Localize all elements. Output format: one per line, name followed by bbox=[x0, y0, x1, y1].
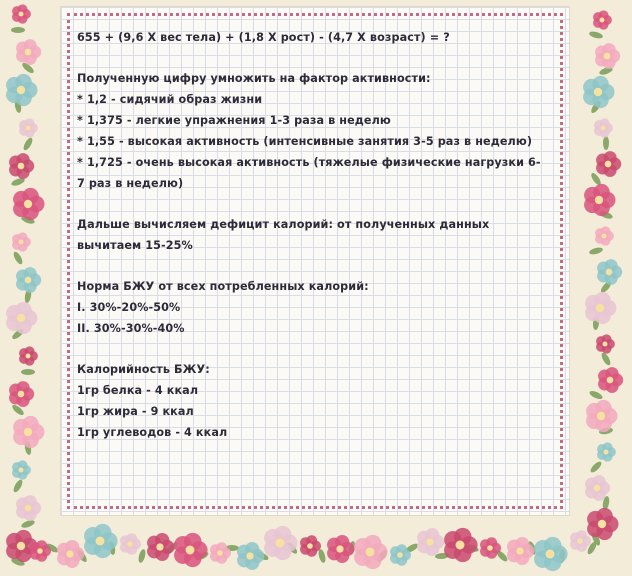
flower-icon bbox=[595, 43, 620, 69]
flower-icon bbox=[13, 188, 44, 220]
flower-icon bbox=[585, 292, 616, 324]
leaf-icon bbox=[12, 478, 24, 493]
calories-item-fat: 1гр жира - 9 ккал bbox=[77, 405, 194, 418]
flower-icon bbox=[19, 346, 38, 365]
activity-item-very-high: * 1,725 - очень высокая активность (тяжелые физические нагрузки 6-7 раз в неделю) bbox=[77, 156, 541, 190]
bju-norm-title: Норма БЖУ от всех потребленных калорий: bbox=[77, 280, 369, 293]
flower-icon bbox=[595, 226, 614, 245]
grid-paper-note bbox=[60, 6, 570, 516]
bju-norm-item-1: I. 30%-20%-50% bbox=[77, 301, 181, 314]
flower-icon bbox=[174, 533, 208, 567]
leaf-icon bbox=[589, 460, 603, 474]
leaf-icon bbox=[11, 27, 25, 33]
flower-icon bbox=[30, 540, 51, 561]
flower-icon bbox=[587, 508, 618, 540]
flower-icon bbox=[534, 537, 568, 571]
leaf-icon bbox=[21, 369, 35, 375]
leaf-icon bbox=[588, 389, 603, 400]
flower-icon bbox=[593, 10, 612, 29]
formula-line: 655 + (9,6 X вес тела) + (1,8 X рост) - (4,7 X возраст) = ? bbox=[77, 31, 450, 44]
flower-icon bbox=[12, 4, 31, 23]
flower-icon bbox=[597, 259, 622, 285]
flower-icon bbox=[9, 381, 34, 407]
flower-icon bbox=[570, 530, 591, 551]
flower-icon bbox=[9, 153, 34, 179]
flower-icon bbox=[583, 76, 614, 108]
flower-icon bbox=[6, 302, 37, 334]
activity-item-high: * 1,55 - высокая активность (интенсивные занятия 3-5 раз в неделю) bbox=[77, 135, 533, 148]
flower-icon bbox=[147, 533, 174, 561]
flower-icon bbox=[12, 460, 31, 479]
flower-icon bbox=[417, 528, 444, 556]
flower-icon bbox=[19, 118, 38, 137]
flower-icon bbox=[586, 400, 617, 432]
flower-icon bbox=[120, 533, 141, 554]
flower-icon bbox=[6, 74, 37, 106]
leaf-icon bbox=[12, 250, 24, 265]
flower-icon bbox=[598, 367, 623, 393]
leaf-icon bbox=[22, 136, 34, 151]
activity-title: Полученную цифру умножить на фактор активности: bbox=[77, 72, 431, 85]
flower-icon bbox=[597, 442, 616, 461]
note-content bbox=[77, 27, 547, 443]
leaf-icon bbox=[600, 351, 612, 366]
calories-item-protein: 1гр белка - 4 ккал bbox=[77, 384, 199, 397]
activity-item-light: * 1,375 - легкие упражнения 1-3 раза в неделю bbox=[77, 114, 391, 127]
flower-icon bbox=[507, 537, 534, 565]
calories-title: Калорийность БЖУ: bbox=[77, 363, 210, 376]
flower-icon bbox=[16, 495, 41, 521]
activity-item-sedentary: * 1,2 - сидячий образ жизни bbox=[77, 93, 263, 106]
leaf-icon bbox=[137, 548, 146, 563]
flower-icon bbox=[12, 232, 31, 251]
flower-icon bbox=[264, 526, 298, 560]
leaf-icon bbox=[603, 136, 609, 150]
flower-icon bbox=[13, 416, 44, 448]
flower-icon bbox=[444, 528, 478, 562]
flower-icon bbox=[594, 118, 613, 137]
flower-icon bbox=[16, 39, 41, 65]
leaf-icon bbox=[588, 246, 603, 255]
flower-icon bbox=[354, 535, 388, 569]
flower-icon bbox=[210, 542, 231, 563]
flower-icon bbox=[596, 334, 615, 353]
flower-icon bbox=[237, 542, 264, 570]
flower-icon bbox=[584, 184, 615, 216]
flower-icon bbox=[16, 267, 41, 293]
deficit-text: Дальше вычисляем дефицит калорий: от полученных данных вычитаем 15-25% bbox=[77, 218, 494, 252]
flower-icon bbox=[596, 151, 621, 177]
flower-icon bbox=[57, 540, 84, 568]
leaf-icon bbox=[588, 30, 603, 39]
flower-icon bbox=[300, 535, 321, 556]
bju-norm-item-2: II. 30%-30%-40% bbox=[77, 322, 185, 335]
flower-icon bbox=[327, 535, 354, 563]
leaf-icon bbox=[317, 548, 326, 563]
calories-item-carbs: 1гр углеводов - 4 ккал bbox=[77, 426, 228, 439]
